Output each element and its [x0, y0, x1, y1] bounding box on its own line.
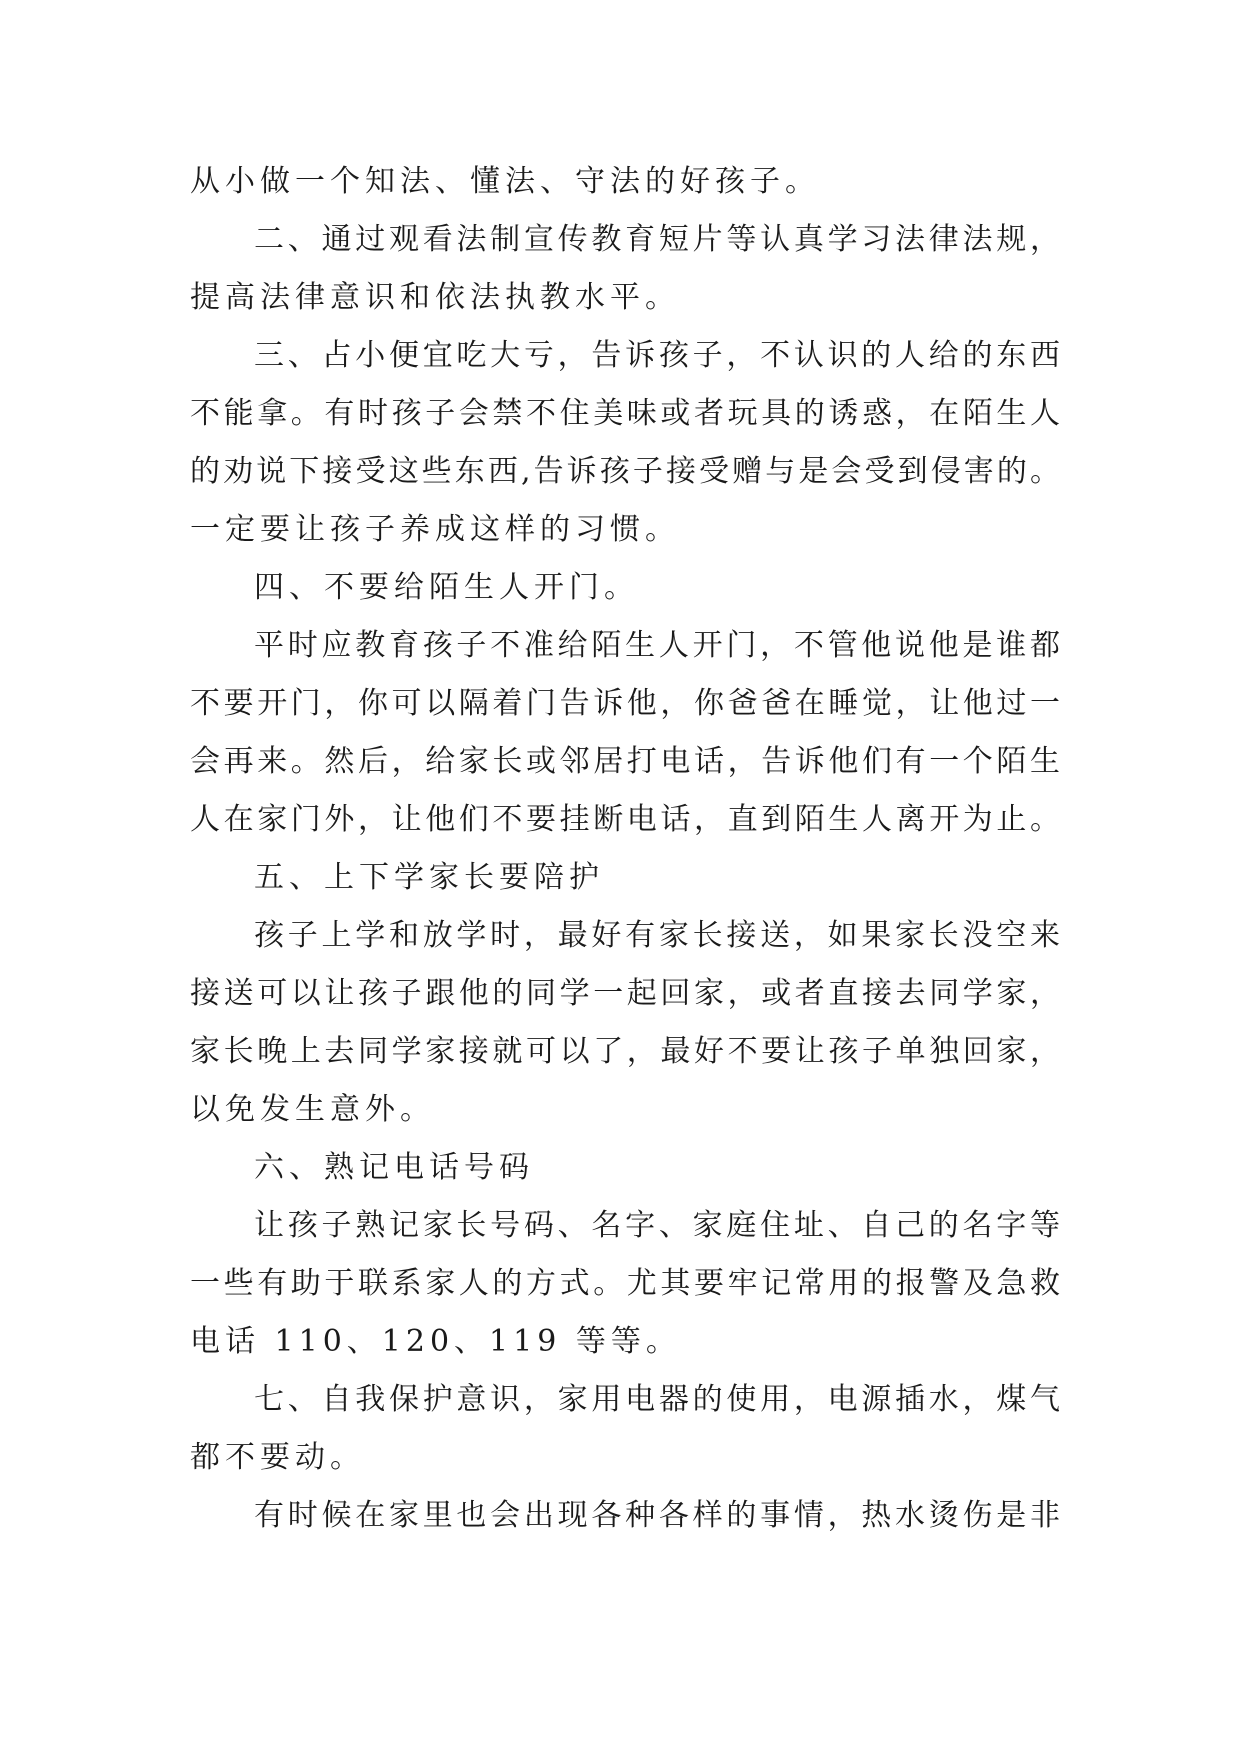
text-line: 一定要让孩子养成这样的习惯。 [190, 512, 680, 547]
text-line: 从小做一个知法、懂法、守法的好孩子。 [190, 164, 820, 199]
text-line: 电话 110、120、119 等等。 [190, 1324, 681, 1359]
text-line: 六、熟记电话号码 [254, 1150, 534, 1185]
text-line: 让孩子熟记家长号码、名字、家庭住址、自己的名字等 [254, 1208, 1060, 1243]
text-line: 有时候在家里也会出现各种各样的事情，热水烫伤是非 [254, 1498, 1060, 1533]
text-line: 平时应教育孩子不准给陌生人开门，不管他说他是谁都 [254, 628, 1060, 663]
text-line: 不要开门，你可以隔着门告诉他，你爸爸在睡觉，让他过一 [190, 686, 1060, 721]
text-line: 人在家门外，让他们不要挂断电话，直到陌生人离开为止。 [190, 802, 1060, 837]
text-line: 提高法律意识和依法执教水平。 [190, 280, 680, 315]
text-line: 三、占小便宜吃大亏，告诉孩子，不认识的人给的东西 [254, 338, 1060, 373]
text-line: 以免发生意外。 [190, 1092, 435, 1127]
text-line: 四、不要给陌生人开门。 [254, 570, 639, 605]
text-line: 接送可以让孩子跟他的同学一起回家，或者直接去同学家， [190, 976, 1060, 1011]
text-line: 不能拿。有时孩子会禁不住美味或者玩具的诱惑，在陌生人 [190, 396, 1060, 431]
text-line: 五、上下学家长要陪护 [254, 860, 604, 895]
text-line: 七、自我保护意识，家用电器的使用，电源插水，煤气 [254, 1382, 1060, 1417]
text-line: 孩子上学和放学时，最好有家长接送，如果家长没空来 [254, 918, 1060, 953]
text-line: 二、通过观看法制宣传教育短片等认真学习法律法规， [254, 222, 1060, 257]
text-line: 都不要动。 [190, 1440, 365, 1475]
text-line: 的劝说下接受这些东西,告诉孩子接受赠与是会受到侵害的。 [190, 454, 1060, 489]
text-line: 一些有助于联系家人的方式。尤其要牢记常用的报警及急救 [190, 1266, 1060, 1301]
text-line: 会再来。然后，给家长或邻居打电话，告诉他们有一个陌生 [190, 744, 1060, 779]
text-line: 家长晚上去同学家接就可以了，最好不要让孩子单独回家， [190, 1034, 1060, 1069]
